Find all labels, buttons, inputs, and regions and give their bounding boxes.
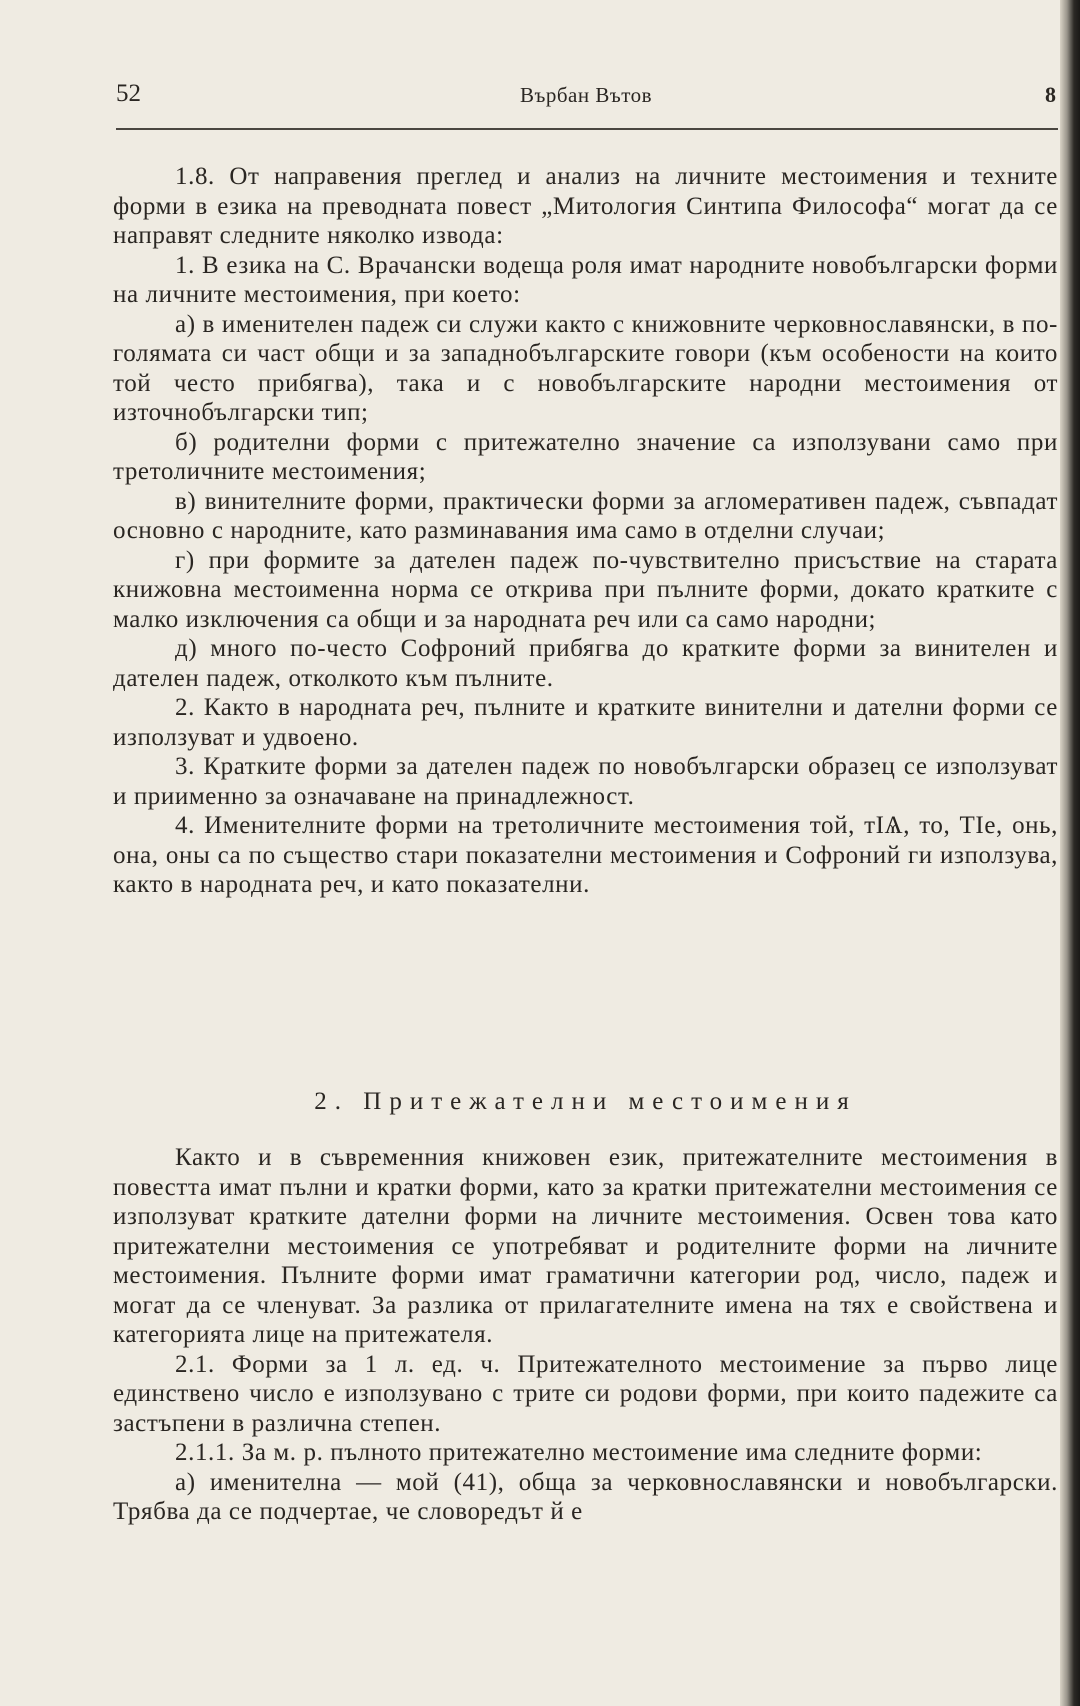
running-title: Върбан Вътов [519, 83, 653, 107]
paragraph: 1.8. От направения преглед и анализ на личните местоимения и техните форми в езика на преводната повест „Митология Синтипа Философа“ могат да се направят следните няколко извода: [113, 163, 1058, 249]
paragraph: 2.1.1. За м. р. пълното притежателно местоимение има следните форми: [175, 1439, 983, 1466]
paragraph: 3. Кратките форми за дателен падеж по новобългарски образец се използуват и приименно за означаване на принадлежност. [113, 753, 1058, 810]
paragraph: д) много по-често Софроний прибягва до кратките форми за винителен и дателен падеж, отколкото към пълните. [113, 635, 1058, 692]
paragraph: 2. Както в народната реч, пълните и кратките винителни и дателни форми се използуват и удвоено. [113, 694, 1058, 751]
text-block-top [113, 162, 1058, 900]
page-number: 52 [116, 80, 141, 107]
paragraph: а) в именителен падеж си служи както с книжовните черковнославянски, в по-голямата си част общи и за западнобългарските говори (към особености на които той често прибягва), така и с новобългарските народни местоимения от източнобългарски тип; [113, 310, 1058, 426]
paragraph: 1. В езика на С. Врачански водеща роля имат народните новобългарски форми на личните местоимения, при което: [113, 251, 1058, 308]
header-rule [116, 128, 1058, 130]
paragraph: б) родителни форми с притежателно значение са използувани само при третоличните местоимения; [113, 428, 1058, 485]
edge-number: 8 [1045, 82, 1056, 107]
page-header [116, 80, 1056, 120]
paragraph: 2.1. Форми за 1 л. ед. ч. Притежателното местоимение за първо лице единствено число е използувано с трите си родови форми, при които падежите са застъпени в различна степен. [113, 1350, 1058, 1437]
paragraph: Както и в съвременния книжовен език, притежателните местоимения в повестта имат пълни и кратки форми, като за кратки притежателни местоимения се използуват кратките дателни форми на личните местоимения. Освен това като притежателни местоимения се употребяват и родителните форми на личните местоимения. Пълните форми имат граматични категории род, число, падеж и могат да се членуват. За разлика от прилагателните имена на тях е свойствена и категорията лице на притежателя. [113, 1144, 1058, 1348]
page-edge-shadow [1060, 0, 1080, 1706]
text-block-bottom [113, 1143, 1058, 1527]
paragraph: г) при формите за дателен падеж по-чувствително присъствие на старата книжовна местоименна норма се открива при пълните форми, докато кратките с малко изключения са общи и за народната реч или са само народни; [113, 546, 1058, 633]
paragraph: 4. Именителните форми на третоличните местоимения той, тІѦ, то, ТІе, онь, она, оны са по същество стари показателни местоимения и Софроний ги използува, както в народната реч, и като показателни. [113, 812, 1058, 898]
section-heading: 2. Притежателни местоимения [314, 1088, 857, 1115]
paragraph: в) винителните форми, практически форми за агломеративен падеж, съвпадат основно с народните, като разминавания има само в отделни случаи; [113, 487, 1058, 544]
paragraph: а) именителна — мой (41), обща за черковнославянски и новобългарски. Трябва да се подчертае, че словоредът й е [113, 1468, 1058, 1525]
